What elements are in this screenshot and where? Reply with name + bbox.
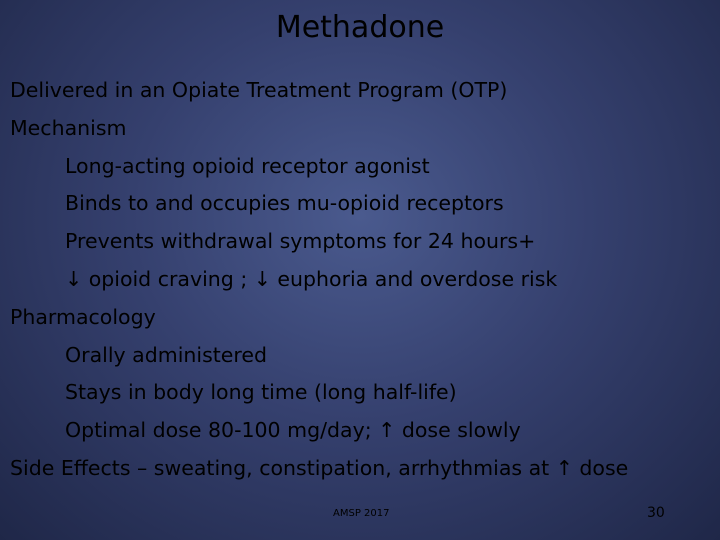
- sub-bullet-line: Orally administered: [65, 342, 268, 367]
- sub-bullet-line: Prevents withdrawal symptoms for 24 hours+: [65, 229, 536, 254]
- bullet-line: Pharmacology: [10, 304, 156, 329]
- footer-text: AMSP 2017: [333, 508, 390, 519]
- sub-bullet-line: Optimal dose 80-100 mg/day; ↑ dose slowly: [65, 418, 521, 443]
- bullet-list: [10, 72, 716, 488]
- bullet-line: Delivered in an Opiate Treatment Program (OTP): [10, 78, 508, 102]
- page-number: 30: [647, 505, 665, 521]
- sub-bullet-line: Binds to and occupies mu-opioid receptors: [65, 191, 504, 216]
- bullet-line: Side Effects – sweating, constipation, arrhythmias at ↑ dose: [10, 455, 629, 480]
- bullet-line: Mechanism: [10, 115, 127, 140]
- slide-title: Methadone: [275, 10, 445, 45]
- sub-bullet-line: Stays in body long time (long half-life): [65, 380, 457, 405]
- sub-bullet-line: Long-acting opioid receptor agonist: [65, 153, 430, 178]
- sub-bullet-line: ↓ opioid craving ; ↓ euphoria and overdose risk: [65, 266, 558, 291]
